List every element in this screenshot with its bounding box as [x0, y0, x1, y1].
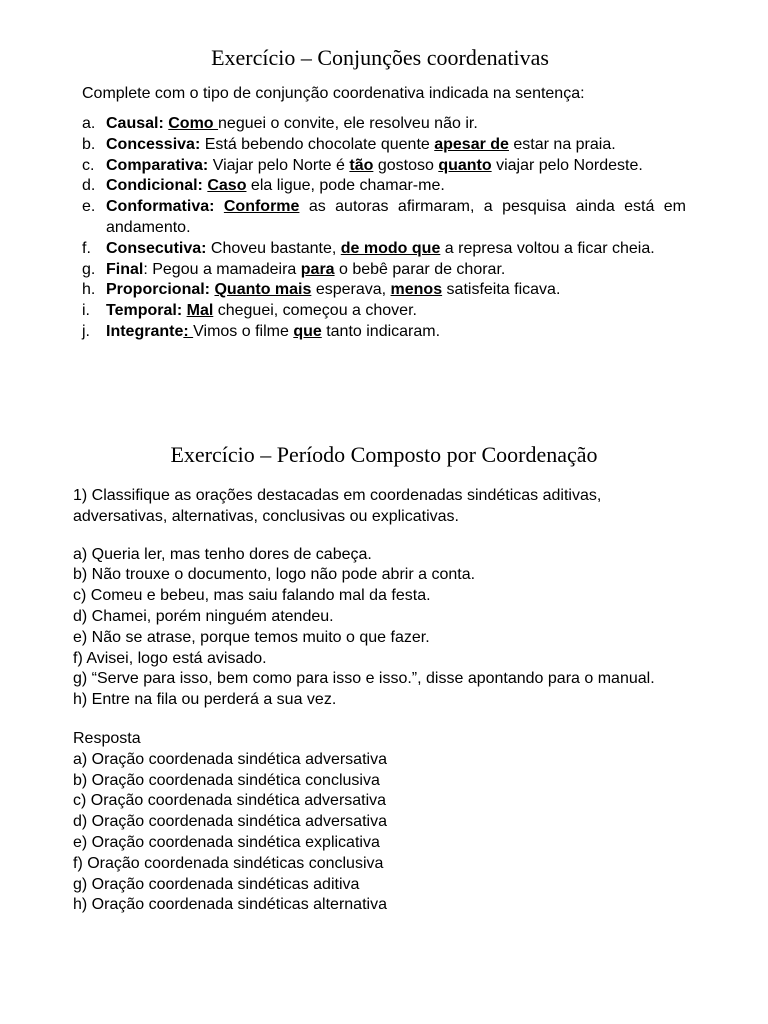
section2-title: Exercício – Período Composto por Coordenação	[170, 442, 598, 467]
conjunction-highlight: Quanto mais	[214, 281, 312, 299]
item-marker: j.	[82, 322, 90, 340]
conjunction-type-label: Condicional:	[106, 177, 203, 195]
answer-line: c) Oração coordenada sindética adversativa	[73, 792, 387, 810]
conjunction-highlight: Conforme	[223, 198, 300, 216]
conjunction-highlight: apesar de	[434, 135, 509, 153]
conjunction-list	[82, 114, 686, 343]
conjunction-item	[82, 135, 686, 156]
conjunction-item	[82, 114, 686, 135]
answer-line: e) Oração coordenada sindética explicativa	[73, 833, 380, 851]
conjunction-highlight: de modo que	[340, 239, 441, 257]
conjunction-highlight: tão	[349, 156, 374, 174]
item-marker: g.	[82, 260, 96, 278]
exercise-sentence: c) Comeu e bebeu, mas saiu falando mal da festa.	[73, 587, 431, 605]
item-marker: b.	[82, 135, 96, 153]
sentence-text: Vimos o filme	[193, 322, 294, 340]
conjunction-item	[82, 197, 686, 239]
conjunction-type-label: Comparativa:	[106, 156, 209, 174]
exercise-sentence: d) Chamei, porém ninguém atendeu.	[73, 607, 334, 625]
answer-line: d) Oração coordenada sindética adversativa	[73, 813, 387, 831]
sentence-text: ela ligue, pode chamar-me.	[246, 177, 445, 195]
conjunction-item	[82, 176, 686, 197]
item-marker: i.	[82, 302, 90, 320]
conjunction-highlight: que	[293, 322, 322, 340]
conjunction-type-label: Causal:	[106, 115, 164, 132]
item-marker: c.	[82, 156, 95, 174]
item-marker: h.	[82, 281, 96, 299]
exercise-sentence: e) Não se atrase, porque temos muito o que fazer.	[73, 628, 430, 646]
sentence-text: estar na praia.	[508, 135, 616, 153]
sentence-list	[73, 545, 693, 711]
conjunction-type-label: Proporcional:	[106, 281, 211, 299]
sentence-text: o bebê parar de chorar.	[334, 260, 506, 278]
sentence-text: : Pegou a mamadeira	[143, 260, 301, 278]
conjunction-highlight: quanto	[438, 156, 492, 174]
exercise-sentence: g) “Serve para isso, bem como para isso e isso.”, disse apontando para o manual.	[73, 670, 655, 688]
sentence-text: neguei o convite, ele resolveu não ir.	[218, 115, 478, 132]
conjunction-item	[82, 239, 686, 260]
exercise-sentence: a) Queria ler, mas tenho dores de cabeça.	[73, 545, 372, 563]
sentence-text: tanto indicaram.	[321, 322, 441, 340]
conjunction-highlight: :	[183, 322, 194, 340]
sentence-text	[214, 198, 223, 215]
conjunction-item	[82, 301, 686, 322]
section1-title: Exercício – Conjunções coordenativas	[211, 45, 549, 70]
conjunction-highlight: Caso	[207, 177, 247, 195]
conjunction-item	[82, 156, 686, 177]
exercise-sentence: f) Avisei, logo está avisado.	[73, 649, 267, 667]
conjunction-type-label: Conformativa:	[106, 198, 215, 216]
sentence-text: viajar pelo Nordeste.	[491, 156, 643, 174]
conjunction-type-label: Temporal:	[106, 302, 183, 320]
conjunction-highlight: Como	[168, 115, 219, 132]
answer-list	[73, 750, 693, 916]
answer-line: a) Oração coordenada sindética adversativa	[73, 750, 387, 768]
conjunction-highlight: menos	[390, 281, 443, 299]
answer-line: f) Oração coordenada sindéticas conclusiva	[73, 854, 384, 872]
exercise-sentence: b) Não trouxe o documento, logo não pode abrir a conta.	[73, 566, 476, 584]
conjunction-type-label: Consecutiva:	[106, 239, 207, 257]
conjunction-item	[82, 280, 686, 301]
sentence-text: cheguei, começou a chover.	[213, 302, 417, 320]
item-marker: f.	[82, 239, 91, 257]
conjunction-type-label: Concessiva:	[106, 135, 201, 153]
sentence-text: as autoras afirmaram, a pesquisa ainda está em andamento.	[106, 198, 687, 236]
sentence-text: Choveu bastante,	[206, 239, 341, 257]
sentence-text: a represa voltou a ficar cheia.	[440, 239, 655, 257]
sentence-text: satisfeita ficava.	[442, 281, 561, 299]
sentence-text: Está bebendo chocolate quente	[200, 135, 435, 153]
answer-line: b) Oração coordenada sindética conclusiva	[73, 771, 380, 789]
answer-line: h) Oração coordenada sindéticas alternativa	[73, 896, 387, 914]
answer-line: g) Oração coordenada sindéticas aditiva	[73, 875, 360, 893]
conjunction-highlight: Mal	[186, 302, 214, 320]
exercise-sentence: h) Entre na fila ou perderá a sua vez.	[73, 691, 337, 709]
sentence-text: Viajar pelo Norte é	[208, 156, 350, 174]
conjunction-highlight: para	[300, 260, 335, 278]
conjunction-item	[82, 322, 686, 343]
item-marker: a.	[82, 115, 96, 132]
answer-heading: Resposta	[73, 729, 141, 747]
question-text: 1) Classifique as orações destacadas em coordenadas sindéticas aditivas, adversativas, alternativas, conclusivas ou explicativas.	[73, 487, 606, 525]
item-marker: d.	[82, 177, 96, 195]
item-marker: e.	[82, 198, 96, 216]
section2-body	[73, 486, 693, 916]
conjunction-type-label: Integrante	[106, 322, 184, 340]
section1-instruction: Complete com o tipo de conjunção coordenativa indicada na sentença:	[82, 85, 585, 102]
sentence-text: esperava,	[311, 281, 391, 299]
conjunction-item	[82, 260, 686, 281]
conjunction-type-label: Final	[106, 260, 144, 278]
sentence-text: gostoso	[373, 156, 439, 174]
